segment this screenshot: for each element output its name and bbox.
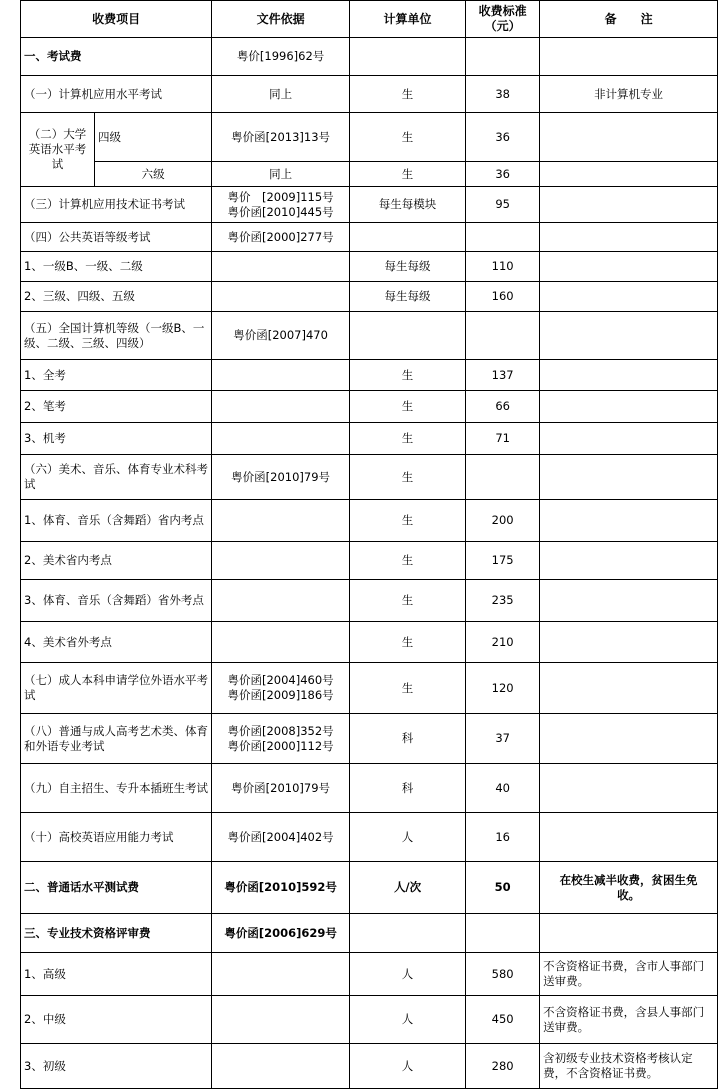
note-cell: 在校生减半收费，贫困生免收。 — [540, 862, 718, 914]
basis-line: 粤价函[2008]352号 — [227, 723, 334, 738]
price-cell: 50 — [466, 862, 540, 914]
basis-line: 粤价函[2000]112号 — [227, 738, 334, 753]
header-item: 收费项目 — [21, 1, 212, 38]
item-cell: （六）美术、音乐、体育专业术科考试 — [21, 455, 212, 500]
basis-cell: 粤价函[2010]592号 — [212, 862, 350, 914]
price-cell: 71 — [466, 423, 540, 455]
table-row — [21, 423, 718, 455]
table-row — [21, 360, 718, 391]
table-row — [21, 162, 718, 187]
item-cell: 一、考试费 — [21, 38, 212, 76]
item-cell: （二）大学英语水平考试 — [21, 113, 95, 187]
unit-cell — [349, 38, 465, 76]
table-row — [21, 622, 718, 663]
price-cell: 235 — [466, 580, 540, 622]
item-cell: （一）计算机应用水平考试 — [21, 76, 212, 113]
basis-line: 粤价 [2009]115号 — [227, 189, 334, 204]
item-cell: 4、美术省外考点 — [21, 622, 212, 663]
table-row — [21, 187, 718, 223]
basis-line: 粤价函[2004]460号 — [227, 673, 334, 687]
price-cell: 40 — [466, 764, 540, 813]
unit-cell: 人 — [349, 1044, 465, 1089]
basis-cell — [212, 714, 350, 764]
note-cell — [540, 622, 718, 663]
unit-cell: 人/次 — [349, 862, 465, 914]
unit-cell: 每生每模块 — [349, 187, 465, 223]
table-row — [21, 953, 718, 996]
unit-cell: 人 — [349, 953, 465, 996]
unit-cell: 生 — [349, 663, 465, 714]
item-cell: 三、专业技术资格评审费 — [21, 914, 212, 953]
basis-cell: 同上 — [212, 76, 350, 113]
item-cell: 1、一级B、一级、二级 — [21, 252, 212, 282]
item-cell: 1、全考 — [21, 360, 212, 391]
price-cell: 580 — [466, 953, 540, 996]
table-row — [21, 312, 718, 360]
price-cell: 36 — [466, 162, 540, 187]
note-cell — [540, 764, 718, 813]
price-cell — [466, 312, 540, 360]
note-cell — [540, 542, 718, 580]
price-cell: 137 — [466, 360, 540, 391]
basis-cell: 粤价[1996]62号 — [212, 38, 350, 76]
table-row — [21, 38, 718, 76]
item-cell: （四）公共英语等级考试 — [21, 223, 212, 252]
basis-cell — [212, 542, 350, 580]
basis-line: 粤价函[2010]445号 — [227, 204, 334, 219]
unit-cell: 人 — [349, 996, 465, 1044]
price-cell: 37 — [466, 714, 540, 764]
table-row — [21, 914, 718, 953]
item-cell: （七）成人本科申请学位外语水平考试 — [21, 663, 212, 714]
note-cell — [540, 423, 718, 455]
unit-cell: 生 — [349, 113, 465, 162]
price-cell: 16 — [466, 813, 540, 862]
note-cell — [540, 252, 718, 282]
item-cell: （三）计算机应用技术证书考试 — [21, 187, 212, 223]
note-cell — [540, 223, 718, 252]
note-cell — [540, 714, 718, 764]
price-cell: 36 — [466, 113, 540, 162]
note-cell: 不含资格证书费，含市人事部门送审费。 — [540, 953, 718, 996]
basis-cell — [212, 622, 350, 663]
item-cell: （八）普通与成人高考艺术类、体育和外语专业考试 — [21, 714, 212, 764]
unit-cell: 生 — [349, 500, 465, 542]
price-cell — [466, 38, 540, 76]
table-row — [21, 714, 718, 764]
item-cell: 2、三级、四级、五级 — [21, 282, 212, 312]
item-cell: 3、初级 — [21, 1044, 212, 1089]
basis-cell — [212, 663, 350, 714]
fee-table — [20, 0, 718, 1089]
unit-cell: 生 — [349, 542, 465, 580]
item-cell: （十）高校英语应用能力考试 — [21, 813, 212, 862]
note-cell — [540, 162, 718, 187]
table-row — [21, 542, 718, 580]
table-row — [21, 764, 718, 813]
note-cell: 非计算机专业 — [540, 76, 718, 113]
basis-cell — [212, 953, 350, 996]
basis-cell: 粤价函[2010]79号 — [212, 764, 350, 813]
basis-cell — [212, 580, 350, 622]
item-cell: 2、美术省内考点 — [21, 542, 212, 580]
unit-cell: 每生每级 — [349, 282, 465, 312]
table-row — [21, 455, 718, 500]
note-cell — [540, 500, 718, 542]
table-row — [21, 1044, 718, 1089]
table-row — [21, 223, 718, 252]
unit-cell: 生 — [349, 580, 465, 622]
basis-cell: 粤价函[2010]79号 — [212, 455, 350, 500]
table-row — [21, 996, 718, 1044]
note-cell — [540, 38, 718, 76]
price-cell: 160 — [466, 282, 540, 312]
item-cell: 1、高级 — [21, 953, 212, 996]
note-cell — [540, 813, 718, 862]
header-unit: 计算单位 — [349, 1, 465, 38]
basis-cell: 粤价函[2004]402号 — [212, 813, 350, 862]
unit-cell: 生 — [349, 455, 465, 500]
price-cell: 110 — [466, 252, 540, 282]
table-row — [21, 663, 718, 714]
basis-cell — [212, 187, 350, 223]
table-row — [21, 282, 718, 312]
table-row — [21, 113, 718, 162]
price-cell: 200 — [466, 500, 540, 542]
subitem-cell: 六级 — [95, 162, 212, 187]
unit-cell — [349, 914, 465, 953]
note-cell — [540, 187, 718, 223]
table-row — [21, 76, 718, 113]
unit-cell — [349, 223, 465, 252]
price-cell — [466, 455, 540, 500]
item-cell: （五）全国计算机等级（一级B、一级、二级、三级、四级） — [21, 312, 212, 360]
price-cell: 175 — [466, 542, 540, 580]
table-row — [21, 391, 718, 423]
table-row — [21, 500, 718, 542]
item-cell: 二、普通话水平测试费 — [21, 862, 212, 914]
note-cell — [540, 580, 718, 622]
basis-cell: 粤价函[2000]277号 — [212, 223, 350, 252]
unit-cell: 生 — [349, 162, 465, 187]
note-cell — [540, 663, 718, 714]
price-cell: 210 — [466, 622, 540, 663]
price-cell: 66 — [466, 391, 540, 423]
basis-cell: 粤价函[2013]13号 — [212, 113, 350, 162]
header-note: 备 注 — [540, 1, 718, 38]
item-cell: 3、机考 — [21, 423, 212, 455]
item-cell: 3、体育、音乐（含舞蹈）省外考点 — [21, 580, 212, 622]
basis-line: 粤价函[2009]186号 — [227, 688, 334, 702]
basis-cell — [212, 391, 350, 423]
price-cell: 450 — [466, 996, 540, 1044]
unit-cell: 生 — [349, 423, 465, 455]
price-cell: 95 — [466, 187, 540, 223]
unit-cell: 科 — [349, 764, 465, 813]
unit-cell: 每生每级 — [349, 252, 465, 282]
basis-cell — [212, 996, 350, 1044]
price-cell: 38 — [466, 76, 540, 113]
table-row — [21, 252, 718, 282]
price-cell — [466, 914, 540, 953]
note-cell — [540, 455, 718, 500]
basis-cell: 同上 — [212, 162, 350, 187]
price-cell — [466, 223, 540, 252]
table-row — [21, 580, 718, 622]
basis-cell — [212, 500, 350, 542]
note-cell: 含初级专业技术资格考核认定费，不含资格证书费。 — [540, 1044, 718, 1089]
unit-cell: 人 — [349, 813, 465, 862]
unit-cell: 科 — [349, 714, 465, 764]
subitem-cell: 四级 — [95, 113, 212, 162]
item-cell: （九）自主招生、专升本插班生考试 — [21, 764, 212, 813]
header-row — [21, 1, 718, 38]
note-cell — [540, 360, 718, 391]
item-cell: 1、体育、音乐（含舞蹈）省内考点 — [21, 500, 212, 542]
basis-cell — [212, 252, 350, 282]
note-cell — [540, 391, 718, 423]
basis-cell — [212, 360, 350, 391]
note-cell — [540, 914, 718, 953]
table-row — [21, 862, 718, 914]
basis-cell: 粤价函[2007]470 — [212, 312, 350, 360]
unit-cell: 生 — [349, 391, 465, 423]
note-cell — [540, 312, 718, 360]
price-cell: 280 — [466, 1044, 540, 1089]
note-cell — [540, 282, 718, 312]
unit-cell: 生 — [349, 360, 465, 391]
table-row — [21, 813, 718, 862]
item-cell: 2、中级 — [21, 996, 212, 1044]
price-cell: 120 — [466, 663, 540, 714]
note-cell: 不含资格证书费，含县人事部门送审费。 — [540, 996, 718, 1044]
unit-cell: 生 — [349, 76, 465, 113]
basis-cell — [212, 1044, 350, 1089]
note-cell — [540, 113, 718, 162]
header-standard: 收费标准（元） — [466, 1, 540, 38]
unit-cell: 生 — [349, 622, 465, 663]
header-basis: 文件依据 — [212, 1, 350, 38]
unit-cell — [349, 312, 465, 360]
basis-cell — [212, 282, 350, 312]
basis-cell: 粤价函[2006]629号 — [212, 914, 350, 953]
basis-cell — [212, 423, 350, 455]
item-cell: 2、笔考 — [21, 391, 212, 423]
